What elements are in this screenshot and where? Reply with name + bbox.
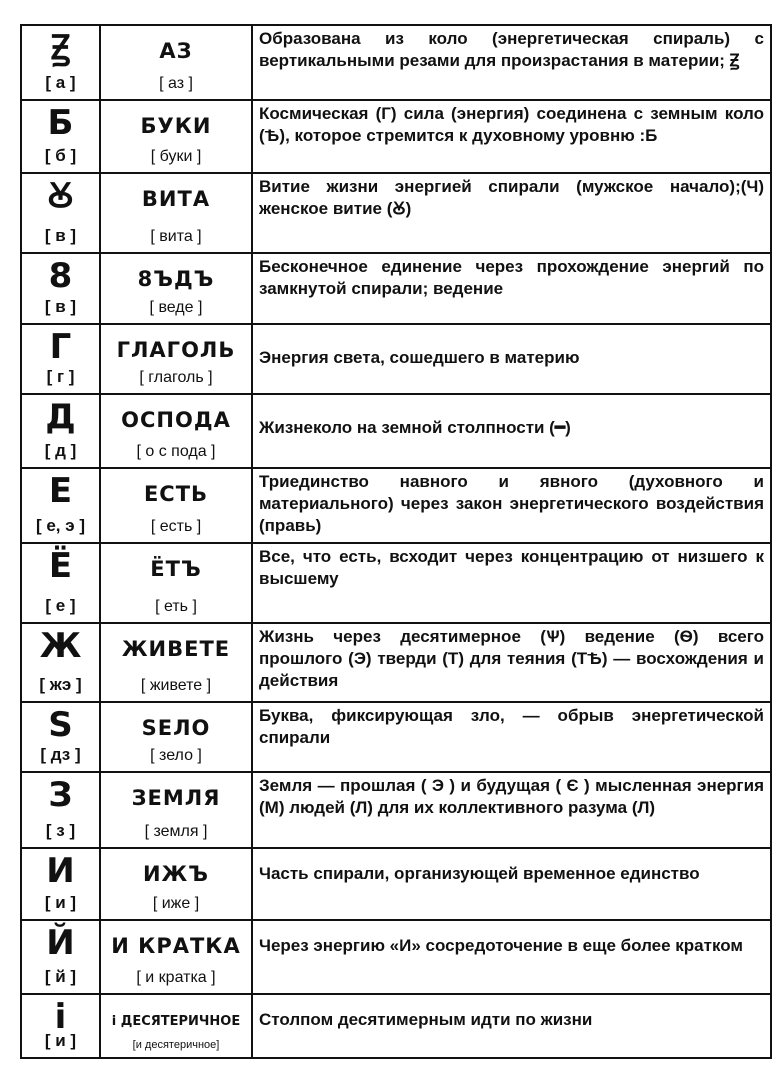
table-row	[21, 623, 771, 702]
letter-description: Буква, фиксирующая зло, — обрыв энергетической спирали	[252, 702, 771, 772]
letter-glyph: Ж	[39, 626, 82, 666]
letter-description: Жизнеколо на земной столпности (━)	[252, 394, 771, 468]
letter-word-name: [ есть ]	[150, 518, 202, 535]
letter-sound: [ е ]	[45, 596, 76, 615]
letter-sound: [ и ]	[44, 893, 77, 912]
letter-word: ЗЕМЛЯ	[131, 786, 221, 810]
letter-glyph: S	[48, 705, 73, 745]
letter-glyph-cell	[21, 324, 100, 394]
letter-word: ИЖЪ	[142, 862, 209, 886]
letter-glyph-cell	[21, 920, 100, 994]
letter-description: Космическая (Г) сила (энергия) соединена с земным коло (Ѣ), которое стремится к духовному уровню :Б	[252, 100, 771, 173]
table-row	[21, 848, 771, 920]
letter-sound: [ г ]	[46, 367, 75, 386]
letter-word-name: [ веде ]	[149, 299, 203, 316]
letter-word-cell	[100, 394, 252, 468]
letter-description: Через энергию «И» сосредоточение в еще более кратком	[252, 920, 771, 994]
letter-word: АЗ	[159, 39, 193, 63]
letter-sound: [ а ]	[45, 73, 76, 92]
table-row	[21, 253, 771, 324]
letter-sound: [ дз ]	[40, 745, 81, 764]
letter-word-name: [ аз ]	[159, 75, 193, 92]
letter-glyph-cell	[21, 468, 100, 543]
letter-sound: [ и ]	[44, 1031, 77, 1050]
letter-sound: [ е, э ]	[35, 516, 86, 535]
letter-word-cell	[100, 702, 252, 772]
table-row	[21, 994, 771, 1058]
letter-word-cell	[100, 253, 252, 324]
letter-word-name: [ еть ]	[155, 598, 197, 615]
letter-glyph: Ё	[48, 546, 73, 586]
letter-word: 8ЪДЪ	[137, 267, 215, 291]
letter-word: ЖИВЕТЕ	[121, 637, 231, 661]
letter-sound: [ в ]	[44, 297, 77, 316]
table-row	[21, 324, 771, 394]
letter-word-cell	[100, 25, 252, 100]
letter-word-name: [ глаголь ]	[139, 369, 213, 386]
letter-glyph: З	[48, 775, 73, 815]
letter-description: Энергия света, сошедшего в материю	[252, 324, 771, 394]
letter-description: Витие жизни энергией спирали (мужское начало);(Ч) женское витие (Ꙋ)	[252, 173, 771, 253]
letter-description: Триединство навного и явного (духовного и материального) через закон энергетического воздействия (правь)	[252, 468, 771, 543]
letter-word-name: [и десятеричное]	[132, 1039, 220, 1051]
letter-word-name: [ и кратка ]	[136, 969, 216, 986]
letter-glyph-cell	[21, 25, 100, 100]
table-row	[21, 772, 771, 848]
table-row	[21, 173, 771, 253]
letter-glyph: Ꙋ	[47, 176, 74, 216]
letter-glyph: і	[54, 997, 67, 1037]
letter-word: И КРАТКА	[111, 934, 241, 958]
letter-word-name: [ зело ]	[150, 747, 202, 764]
letter-word: і ДЕСЯТЕРИЧНОЕ	[111, 1014, 241, 1029]
letter-glyph-cell	[21, 543, 100, 623]
letter-glyph-cell	[21, 623, 100, 702]
letter-word: ЕСТЬ	[143, 482, 209, 506]
table-row	[21, 468, 771, 543]
letter-glyph-cell	[21, 253, 100, 324]
letter-word-cell	[100, 994, 252, 1058]
letter-word-name: [ вита ]	[150, 228, 202, 245]
letter-word-cell	[100, 100, 252, 173]
letter-glyph-cell	[21, 848, 100, 920]
letter-word-cell	[100, 543, 252, 623]
letter-word-cell	[100, 848, 252, 920]
letter-word-cell	[100, 920, 252, 994]
letter-glyph: Д	[45, 397, 76, 437]
letter-description: Все, что есть, всходит через концентрацию от низшего к высшему	[252, 543, 771, 623]
letter-glyph: Г	[49, 327, 72, 367]
letter-sound: [ в ]	[44, 226, 77, 245]
table-row	[21, 100, 771, 173]
letter-description: Бесконечное единение через прохождение энергий по замкнутой спирали; ведение	[252, 253, 771, 324]
letter-word: ОСПОДА	[121, 408, 231, 432]
letter-word: ГЛАГОЛЬ	[116, 338, 236, 362]
letter-word-name: [ о с пода ]	[136, 443, 216, 460]
letter-word: ВИТА	[141, 187, 211, 211]
alphabet-table	[20, 24, 772, 1059]
table-row	[21, 543, 771, 623]
letter-sound: [ д ]	[44, 441, 77, 460]
letter-sound: [ б ]	[44, 146, 77, 165]
letter-word-cell	[100, 623, 252, 702]
letter-word-cell	[100, 173, 252, 253]
letter-word-cell	[100, 324, 252, 394]
letter-glyph-cell	[21, 994, 100, 1058]
letter-glyph-cell	[21, 394, 100, 468]
table-row	[21, 920, 771, 994]
letter-word-name: [ буки ]	[150, 148, 202, 165]
letter-word: ЁТЪ	[150, 557, 202, 581]
letter-sound: [ й ]	[44, 967, 77, 986]
letter-glyph-cell	[21, 173, 100, 253]
letter-sound: [ з ]	[45, 821, 76, 840]
letter-word-name: [ земля ]	[144, 823, 208, 840]
letter-description: Жизнь через десятимерное (Ѱ) ведение (Ѳ) всего прошлого (Э) тверди (Т) для теяния (ТѢ) — восхождения и действия	[252, 623, 771, 702]
letter-word-cell	[100, 468, 252, 543]
letter-glyph-cell	[21, 702, 100, 772]
letter-word: БУКИ	[140, 114, 212, 138]
letter-glyph: Е	[48, 471, 73, 511]
letter-word-name: [ живете ]	[140, 677, 212, 694]
letter-glyph: Ꙃ	[50, 28, 71, 68]
letter-glyph: И	[46, 851, 75, 891]
letter-glyph: 8	[48, 256, 73, 296]
letter-glyph-cell	[21, 100, 100, 173]
letter-description: Земля — прошлая ( Э ) и будущая ( Є ) мысленная энергия (М) людей (Л) для их коллективного разума (Л)	[252, 772, 771, 848]
letter-sound: [ жэ ]	[39, 675, 82, 694]
letter-glyph: Й	[46, 923, 75, 963]
letter-glyph-cell	[21, 772, 100, 848]
letter-description: Столпом десятимерным идти по жизни	[252, 994, 771, 1058]
letter-description: Образована из коло (энергетическая спираль) с вертикальными резами для произрастания в материи; Ꙃ	[252, 25, 771, 100]
letter-word-name: [ иже ]	[152, 895, 200, 912]
letter-description: Часть спирали, организующей временное единство	[252, 848, 771, 920]
letter-word: SЕЛО	[141, 716, 211, 740]
table-row	[21, 25, 771, 100]
table-row	[21, 394, 771, 468]
letter-word-cell	[100, 772, 252, 848]
letter-glyph: Б	[47, 103, 74, 143]
table-row	[21, 702, 771, 772]
